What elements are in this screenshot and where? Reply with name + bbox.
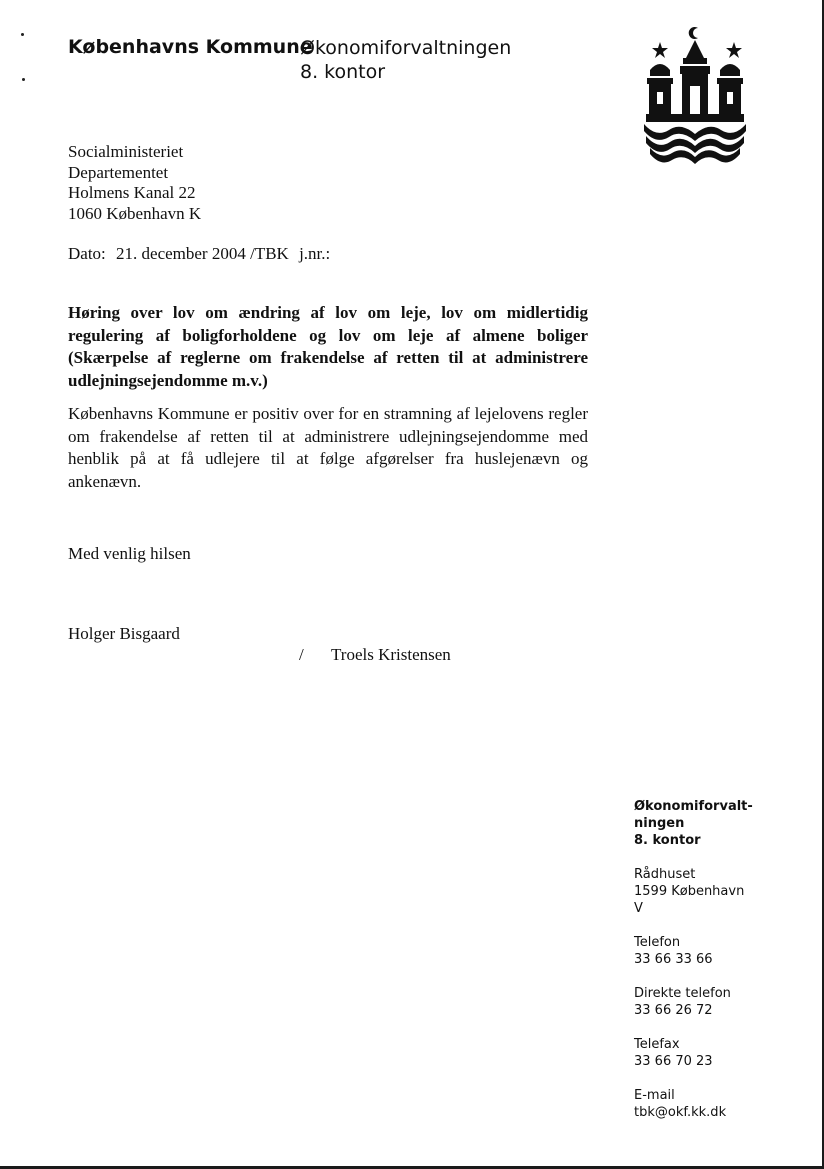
recipient-line: Holmens Kanal 22 — [68, 183, 196, 202]
sidebar-address — [634, 866, 784, 917]
contact-sidebar — [634, 798, 784, 1138]
date-label: Dato: — [68, 244, 106, 263]
letter-subject: Høring over lov om ændring af lov om leje, lov om midlertidig regulering af boligforholdene og lov om leje af almene boliger (Skærpelse af reglerne om frakendelse af retten til at administrere udlejningsejendomme m.v.) — [68, 303, 588, 390]
signer-separator: / — [299, 645, 304, 664]
recipient-line: Departementet — [68, 162, 169, 182]
signer-name-1: Holger Bisgaard — [68, 624, 180, 643]
letterhead-organization: Københavns Kommune — [68, 36, 313, 58]
recipient-line: Socialministeriet — [68, 142, 184, 161]
sidebar-direct-phone — [634, 985, 784, 1019]
sidebar-phone — [634, 934, 784, 968]
date-value: 21. december 2004 /TBK — [116, 244, 289, 263]
date-line — [68, 244, 336, 264]
sidebar-direct-phone-value: 33 66 26 72 — [634, 1003, 713, 1018]
sidebar-department — [634, 798, 784, 849]
scan-speck — [22, 78, 25, 81]
sidebar-department-line: 8. kontor — [634, 833, 701, 848]
sidebar-address-line: Rådhuset — [634, 867, 696, 882]
sidebar-fax-label: Telefax — [634, 1037, 680, 1052]
sidebar-address-line: 1599 København — [634, 884, 745, 899]
sidebar-email — [634, 1087, 784, 1121]
scan-speck — [21, 33, 24, 36]
reference-label: j.nr.: — [299, 244, 331, 263]
copenhagen-coat-of-arms-icon — [636, 22, 754, 168]
sidebar-fax-value: 33 66 70 23 — [634, 1054, 713, 1069]
letterhead-department-line1: Økonomiforvaltningen — [300, 37, 512, 59]
sidebar-email-value: tbk@okf.kk.dk — [634, 1105, 727, 1120]
sidebar-email-label: E-mail — [634, 1088, 675, 1103]
sidebar-phone-label: Telefon — [634, 935, 681, 950]
closing-greeting: Med venlig hilsen — [68, 544, 191, 563]
recipient-address — [68, 142, 201, 224]
letterhead-department — [300, 36, 511, 84]
sidebar-phone-value: 33 66 33 66 — [634, 952, 713, 967]
sidebar-address-line: V — [634, 901, 643, 916]
sidebar-department-line: Økonomiforvalt- — [634, 799, 753, 814]
sidebar-department-line: ningen — [634, 816, 685, 831]
sidebar-fax — [634, 1036, 784, 1070]
letterhead-department-line2: 8. kontor — [300, 61, 386, 83]
recipient-line: 1060 København K — [68, 203, 202, 223]
letter-body: Københavns Kommune er positiv over for en stramning af lejelovens regler om frakendelse af retten til at administrere udlejningsejendomme med henblik på at få udlejere til at følge afgørelser fra huslejenævn og ankenævn. — [68, 404, 588, 491]
sidebar-direct-phone-label: Direkte telefon — [634, 986, 731, 1001]
signer-name-2: Troels Kristensen — [331, 645, 451, 664]
